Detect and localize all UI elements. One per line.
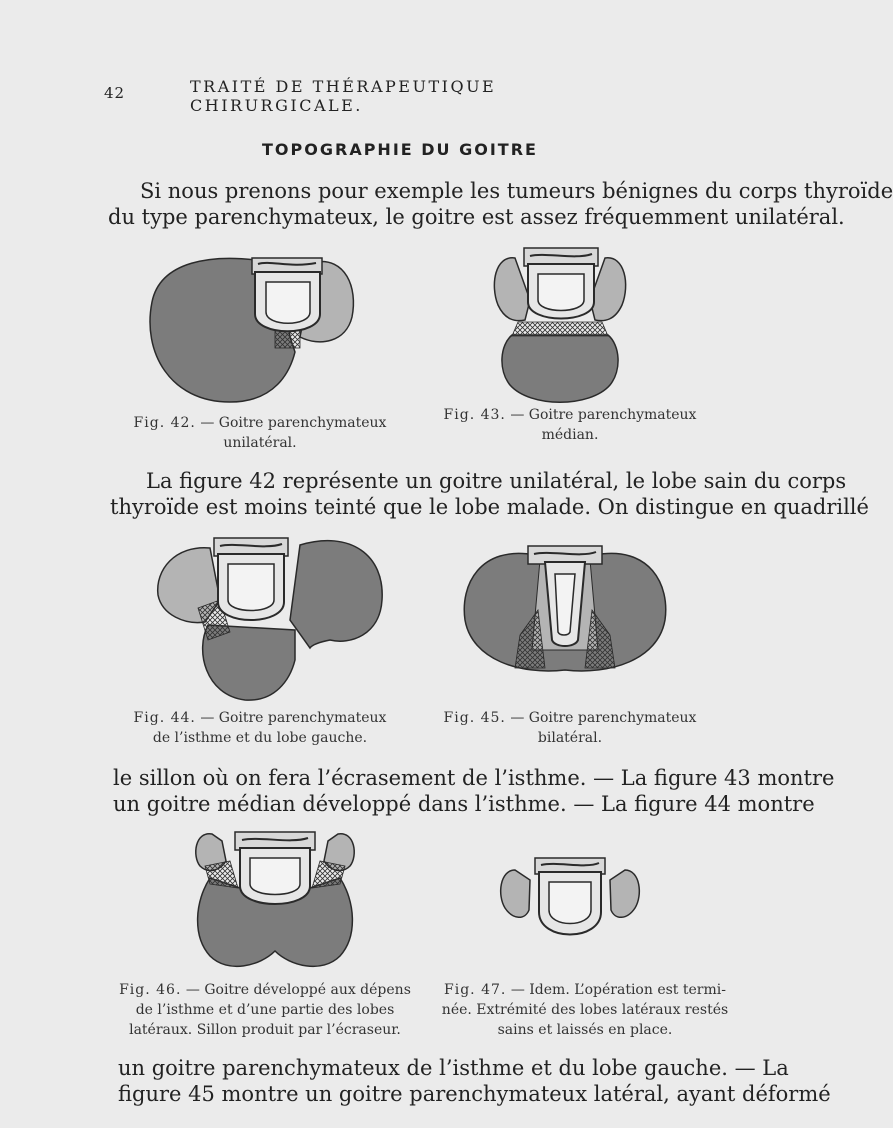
figure-43-caption	[410, 405, 730, 445]
page-number: 42	[104, 84, 126, 102]
caption-text: sains et laissés en place.	[497, 1022, 673, 1038]
paragraph-line: du type parenchymateux, le goitre est assez fréquemment unilatéral.	[108, 205, 845, 229]
section-title: TOPOGRAPHIE DU GOITRE	[262, 140, 538, 159]
figure-44-illustration	[150, 530, 390, 705]
caption-text: — Goitre développé aux dépens	[185, 982, 411, 998]
caption-text: latéraux. Sillon produit par l’écraseur.	[129, 1022, 401, 1038]
caption-text: — Goitre parenchymateux	[200, 710, 387, 726]
figure-label: Fig. 43.	[443, 407, 506, 423]
figure-47-illustration	[495, 850, 645, 945]
caption-text: — Idem. L’opération est termi-	[510, 982, 726, 998]
figure-label: Fig. 46.	[119, 982, 182, 998]
figure-46-caption	[110, 980, 420, 1040]
caption-text: — Goitre parenchymateux	[510, 710, 697, 726]
caption-text: née. Extrémité des lobes latéraux restés	[441, 1002, 729, 1018]
figure-label: Fig. 44.	[133, 710, 196, 726]
figure-45-illustration	[460, 540, 670, 680]
paragraph-line: le sillon où on fera l’écrasement de l’isthme. — La figure 43 montre	[113, 766, 835, 790]
figure-43-illustration	[490, 240, 630, 410]
figure-label: Fig. 47.	[444, 982, 507, 998]
paragraph-line: un goitre parenchymateux de l’isthme et du lobe gauche. — La	[118, 1056, 789, 1080]
figure-47-caption	[430, 980, 740, 1040]
paragraph-line: un goitre médian développé dans l’isthme. — La figure 44 montre	[113, 792, 815, 816]
caption-text: de l’isthme et d’une partie des lobes	[135, 1002, 395, 1018]
caption-text: — Goitre parenchymateux	[510, 407, 697, 423]
caption-text: de l’isthme et du lobe gauche.	[152, 730, 368, 746]
figure-46-illustration	[190, 826, 360, 976]
paragraph-line: figure 45 montre un goitre parenchymateux latéral, ayant déformé	[118, 1082, 831, 1106]
figure-44-caption	[105, 708, 415, 748]
figure-label: Fig. 42.	[133, 415, 196, 431]
running-head: TRAITÉ DE THÉRAPEUTIQUE CHIRURGICALE.	[190, 77, 497, 115]
paragraph-line: thyroïde est moins teinté que le lobe malade. On distingue en quadrillé	[110, 495, 869, 519]
caption-text: bilatéral.	[537, 730, 603, 746]
figure-45-caption	[410, 708, 730, 748]
figure-label: Fig. 45.	[443, 710, 506, 726]
caption-text: — Goitre parenchymateux	[200, 415, 387, 431]
figure-42-caption	[100, 413, 420, 453]
figure-42-illustration	[140, 242, 370, 407]
paragraph-line: Si nous prenons pour exemple les tumeurs bénignes du corps thyroïde	[140, 179, 893, 203]
caption-text: médian.	[541, 427, 599, 443]
caption-text: unilatéral.	[223, 435, 297, 451]
paragraph-line: La figure 42 représente un goitre unilatéral, le lobe sain du corps	[146, 469, 847, 493]
